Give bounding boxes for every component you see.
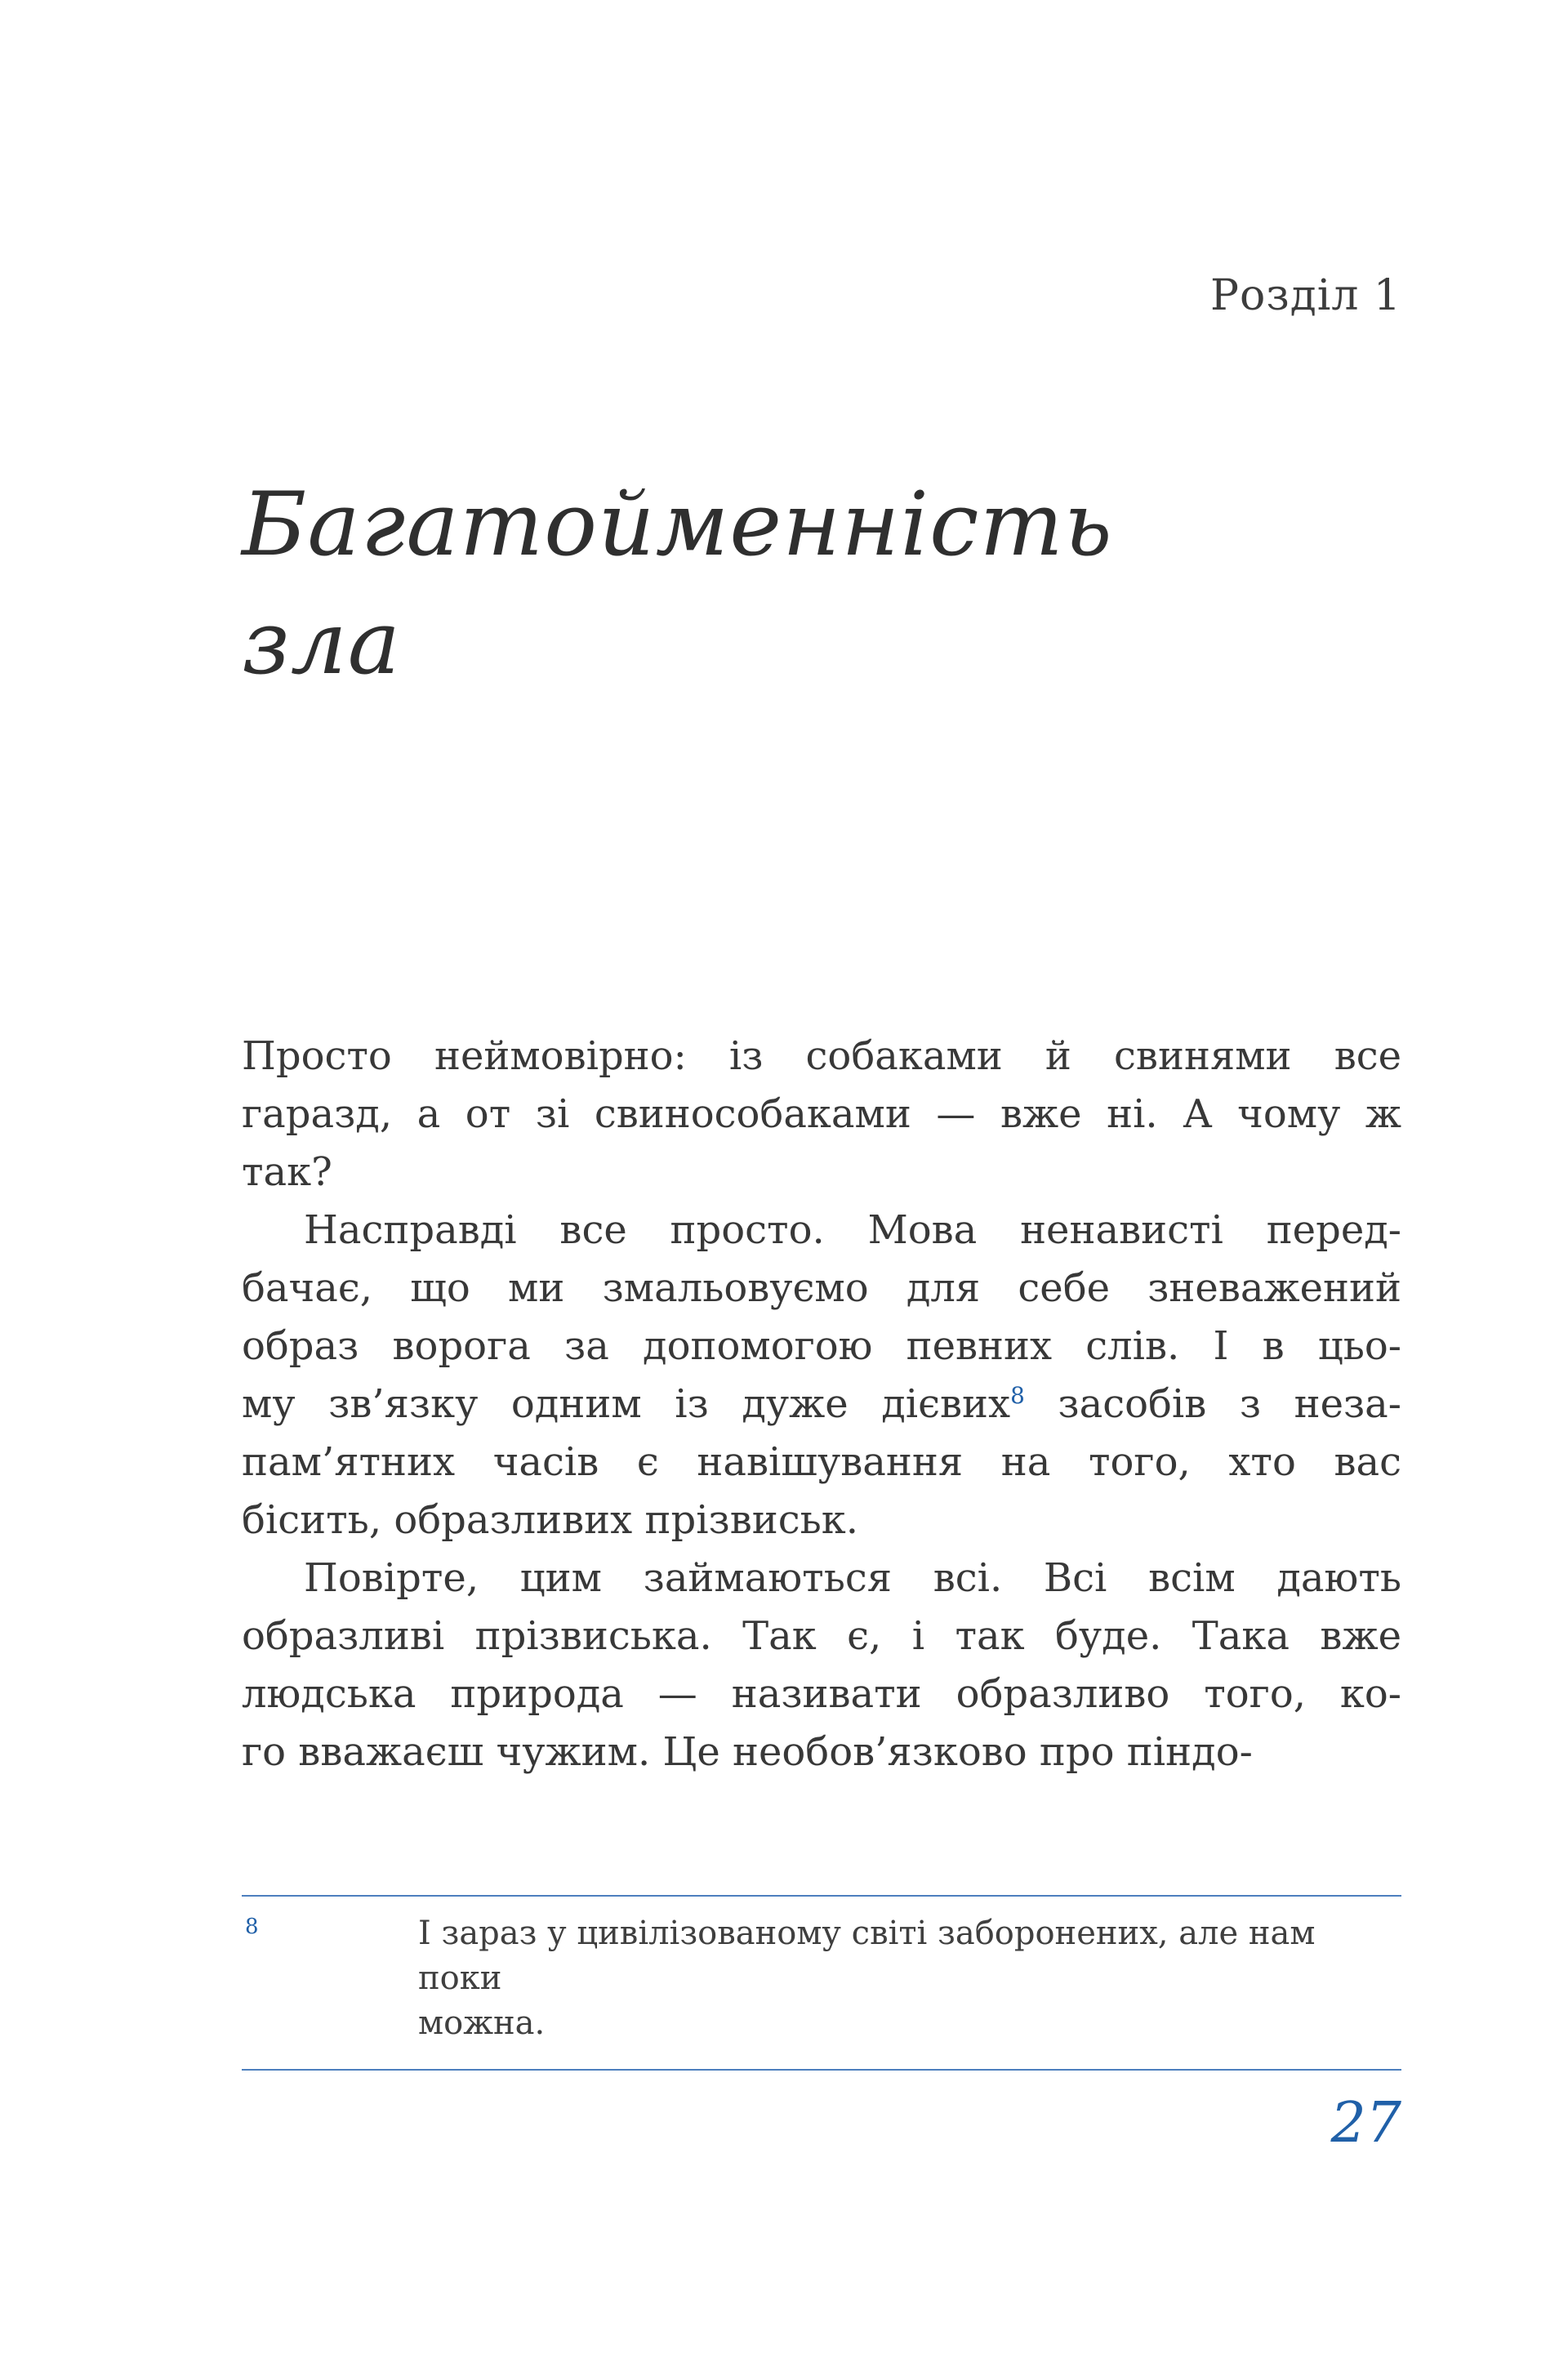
footnote-line: І зараз у цивілізованому світі заборонених, але нам поки xyxy=(418,1915,1316,1997)
body-line: так? xyxy=(242,1149,332,1195)
footnote-marker: 8 xyxy=(245,1915,259,1939)
body-line: людська природа — називати образливо того, ко- xyxy=(242,1671,1401,1717)
body-line: пам’ятних часів є навішування на того, хто вас xyxy=(242,1439,1401,1485)
body-line xyxy=(242,1375,1401,1433)
body-line: Насправді все просто. Мова ненависті перед- xyxy=(304,1207,1401,1253)
page-title xyxy=(242,466,1113,702)
body-line: гаразд, а от зі свинособаками — вже ні. А чому ж xyxy=(242,1091,1401,1137)
footnote-text xyxy=(418,1911,1401,2046)
body-line-segment: му зв’язку одним із дуже дієвих xyxy=(242,1381,1011,1427)
footnote-bottom-rule xyxy=(242,2069,1401,2071)
body-text xyxy=(242,1028,1401,1781)
body-line: образ ворога за допомогою певних слів. І в цьо- xyxy=(242,1323,1401,1369)
body-line: бісить, образливих прізвиськ. xyxy=(242,1497,859,1543)
title-line-1: Багатойменність xyxy=(242,474,1113,576)
body-line: образливі прізвиська. Так є, і так буде. Така вже xyxy=(242,1613,1401,1659)
body-line: Просто неймовірно: із собаками й свинями все xyxy=(242,1033,1401,1079)
body-line-segment: засобів з неза- xyxy=(1024,1381,1401,1427)
book-page xyxy=(242,0,1401,2354)
body-line: бачає, що ми змальовуємо для себе зневажений xyxy=(242,1265,1401,1311)
body-line: го вважаєш чужим. Це необов’язково про піндо- xyxy=(242,1729,1253,1775)
footnote-row xyxy=(242,1897,1401,2069)
footnote-line: можна. xyxy=(418,2004,546,2042)
body-line: Повірте, цим займаються всі. Всі всім дають xyxy=(304,1555,1401,1601)
footnote xyxy=(242,1895,1401,2071)
footnote-reference: 8 xyxy=(1010,1382,1025,1409)
chapter-label: Розділ 1 xyxy=(1210,271,1401,320)
title-line-2: зла xyxy=(242,592,402,694)
page-number: 27 xyxy=(1330,2091,1401,2156)
